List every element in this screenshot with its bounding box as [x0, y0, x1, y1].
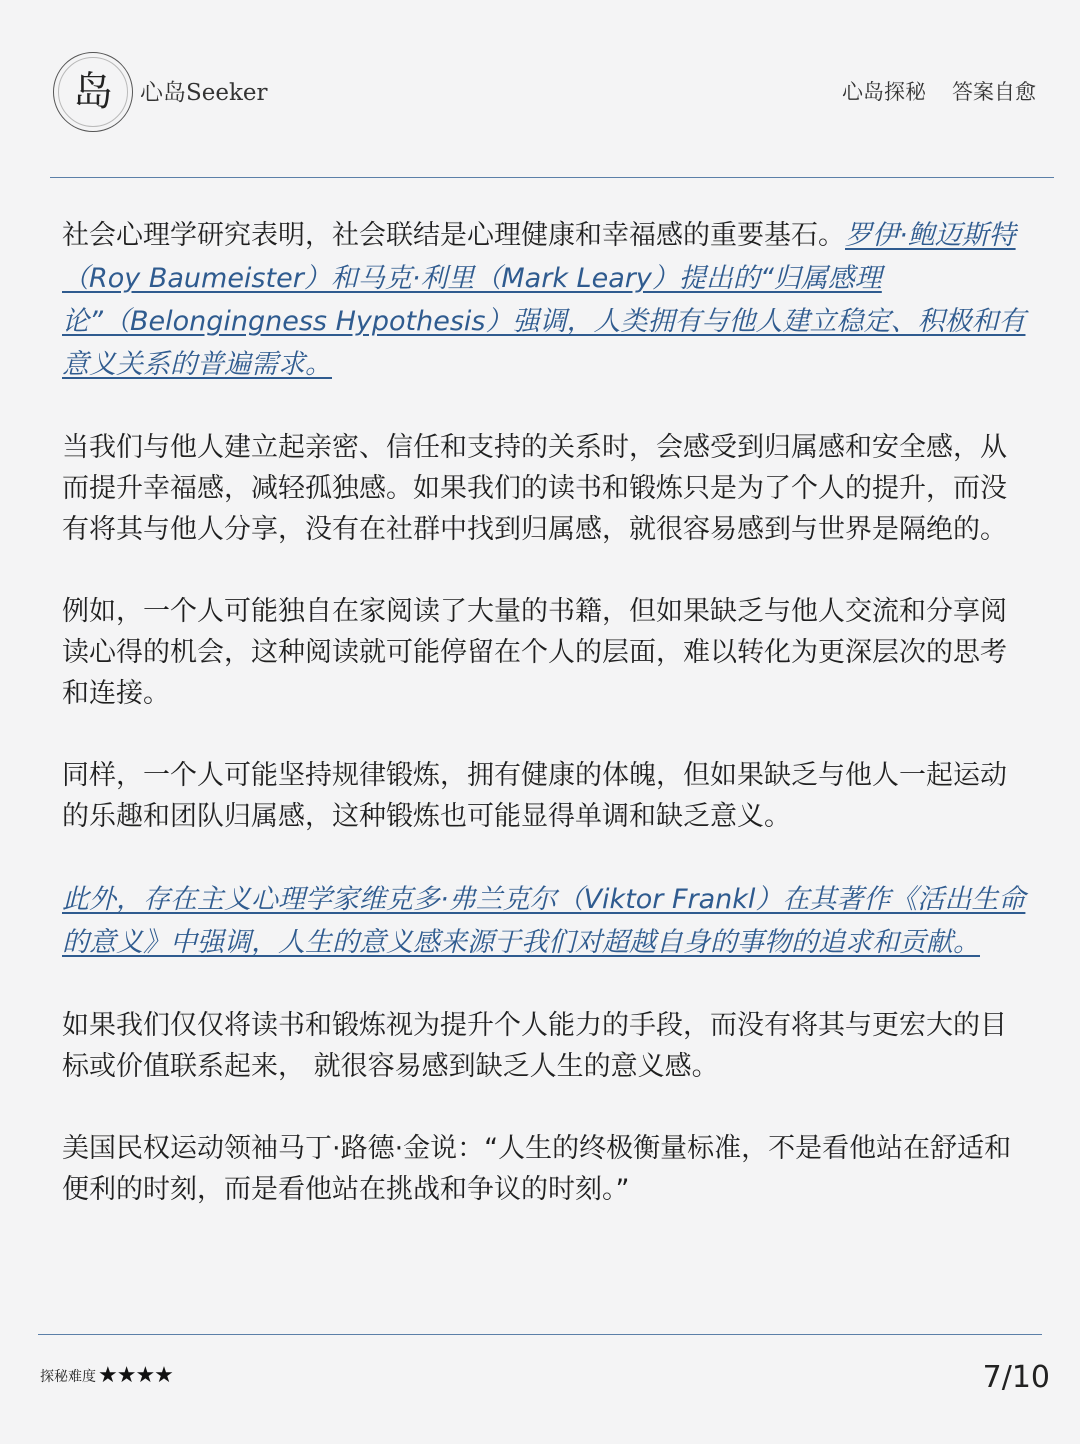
paragraph-4: 同样，一个人可能坚持规律锻炼，拥有健康的体魄，但如果缺乏与他人一起运动的乐趣和团队归属感，这种锻炼也可能显得单调和缺乏意义。: [62, 760, 1007, 832]
nav-item-explore[interactable]: 心岛探秘: [842, 80, 926, 104]
paragraph-5-link[interactable]: 此外，存在主义心理学家维克多·弗兰克尔（Viktor Frankl）在其著作《活出生命的意义》中强调，人生的意义感来源于我们对超越自身的事物的追求和贡献。: [62, 884, 1026, 958]
logo-char: 岛: [73, 69, 113, 115]
article-body: [62, 214, 1032, 1210]
paragraph-7: 美国民权运动领袖马丁·路德·金说：“人生的终极衡量标准，不是看他站在舒适和便利的时刻，而是看他站在挑战和争议的时刻。”: [62, 1133, 1012, 1205]
difficulty-label: 探秘难度: [40, 1368, 96, 1385]
paragraph-2: 当我们与他人建立起亲密、信任和支持的关系时，会感受到归属感和安全感，从而提升幸福感，减轻孤独感。如果我们的读书和锻炼只是为了个人的提升，而没有将其与他人分享，没有在社群中找到归属感，就很容易感到与世界是隔绝的。: [62, 432, 1007, 545]
paragraph-1-link[interactable]: 罗伊·鲍迈斯特（Roy Baumeister）和马克·利里（Mark Leary）提出的“归属感理论”（Belongingness Hypothesis）强调，人类拥有与他人建立稳定、积极和有意义关系的普遍需求。: [62, 220, 1026, 380]
star-icons: ★★★★: [98, 1363, 173, 1388]
header-nav: [842, 76, 1036, 106]
nav-item-answers[interactable]: 答案自愈: [952, 80, 1036, 104]
brand-name: 心岛Seeker: [140, 80, 268, 106]
paragraph-3: 例如，一个人可能独自在家阅读了大量的书籍，但如果缺乏与他人交流和分享阅读心得的机会，这种阅读就可能停留在个人的层面，难以转化为更深层次的思考和连接。: [62, 596, 1007, 709]
difficulty-rating: [40, 1363, 173, 1388]
header-divider: [50, 177, 1054, 178]
paragraph-6: 如果我们仅仅将读书和锻炼视为提升个人能力的手段，而没有将其与更宏大的目标或价值联系起来， 就很容易感到缺乏人生的意义感。: [62, 1010, 1007, 1082]
paragraph-1-text: 社会心理学研究表明，社会联结是心理健康和幸福感的重要基石。: [62, 220, 845, 251]
footer-divider: [38, 1334, 1042, 1335]
paragraph-1: [62, 214, 1032, 386]
logo: [53, 52, 133, 132]
page-indicator: 7/10: [982, 1360, 1050, 1395]
